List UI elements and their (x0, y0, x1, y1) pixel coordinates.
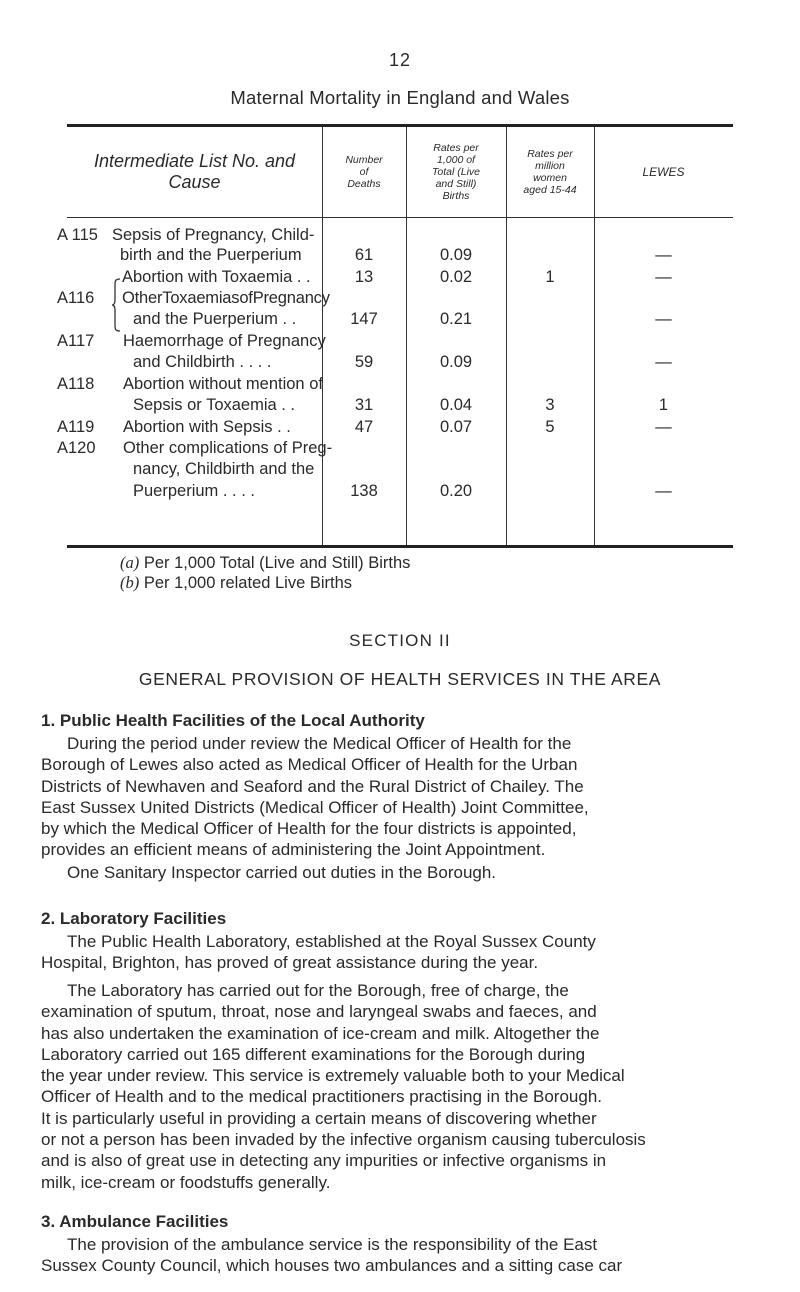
row-cause-line: Sepsis or Toxaemia . . (133, 396, 296, 414)
row-cause-line: Sepsis of Pregnancy, Child- (112, 226, 315, 244)
row-lewes: — (655, 418, 672, 436)
row-rate-births: 0.09 (439, 353, 473, 371)
row-deaths: 147 (350, 310, 378, 328)
row-rate-births: 0.21 (439, 310, 473, 328)
row-rate-births: 0.20 (439, 482, 473, 500)
subsection-title: 1. Public Health Facilities of the Local Authority (41, 711, 425, 730)
row-deaths: 138 (350, 482, 378, 500)
table-title: Maternal Mortality in England and Wales (230, 87, 570, 108)
row-cause-line: Abortion without mention of (123, 375, 323, 393)
row-deaths: 47 (354, 418, 374, 436)
row-cause-line: Abortion with Toxaemia . . (122, 268, 311, 286)
header-lewes: LEWES (642, 165, 685, 179)
row-cause-line: Other complications of Preg- (123, 439, 333, 457)
paragraph: The provision of the ambulance service is the responsibility of the East Sussex County Council, which houses two ambulances and a sitting case car (41, 1235, 623, 1276)
row-cause-line: OtherToxaemiasofPregnancy (122, 289, 330, 307)
header-rate-women: Rates per million women aged 15-44 (523, 148, 577, 196)
header-deaths: Number of Deaths (345, 154, 383, 190)
section-label: SECTION II (349, 631, 451, 650)
row-code: A 115 (57, 226, 98, 244)
row-rate-births: 0.04 (439, 396, 473, 414)
row-lewes: — (655, 268, 672, 286)
row-rate-births: 0.07 (439, 418, 473, 436)
row-lewes: 1 (658, 396, 669, 414)
row-cause-line: Haemorrhage of Pregnancy (123, 332, 326, 350)
paragraph: One Sanitary Inspector carried out duties in the Borough. (67, 863, 497, 882)
row-code: A119 (57, 418, 95, 436)
row-cause-line: Abortion with Sepsis . . (123, 418, 291, 436)
row-deaths: 59 (354, 353, 374, 371)
row-cause-line: and the Puerperium . . (133, 310, 297, 328)
row-lewes: — (655, 246, 672, 264)
section-heading: GENERAL PROVISION OF HEALTH SERVICES IN THE AREA (138, 669, 662, 689)
row-lewes: — (655, 353, 672, 371)
brace-icon (111, 278, 121, 332)
subsection-title: 3. Ambulance Facilities (41, 1212, 229, 1231)
header-cause: Intermediate List No. and Cause (93, 151, 296, 192)
subsection-title: 2. Laboratory Facilities (41, 909, 227, 928)
row-code: A117 (57, 332, 95, 350)
row-cause-line: birth and the Puerperium (120, 246, 302, 264)
row-lewes: — (655, 482, 672, 500)
maternal-mortality-table (57, 124, 733, 548)
row-deaths: 13 (354, 268, 374, 286)
row-rate-women: 3 (545, 396, 555, 414)
row-code: A120 (57, 439, 96, 457)
header-rate-births: Rates per 1,000 of Total (Live and Still) Births (431, 142, 481, 202)
table-note: (a) Per 1,000 Total (Live and Still) Births (120, 553, 411, 572)
row-code: A118 (57, 375, 95, 393)
paragraph: During the period under review the Medical Officer of Health for the Borough of Lewes also acted as Medical Officer of Health for the Urban Districts of Newhaven and Seaford and the Rural District of Chailey. The East Sussex United Districts (Medical Officer of Health) Joint Committee, by which the Medical Officer of Health for the four districts is appointed, provides an efficient means of administering the Joint Appointment. (41, 734, 589, 860)
row-cause-line: Puerperium . . . . (133, 482, 255, 500)
row-rate-births: 0.02 (439, 268, 473, 286)
table-notes (120, 553, 410, 593)
page-number: 12 (388, 50, 412, 70)
row-deaths: 61 (354, 246, 374, 264)
table-note: (b) Per 1,000 related Live Births (120, 573, 353, 592)
row-deaths: 31 (354, 396, 374, 414)
row-lewes: — (655, 310, 672, 328)
row-rate-women: 5 (545, 418, 555, 436)
row-cause-line: nancy, Childbirth and the (133, 460, 315, 478)
row-code: A116 (57, 289, 95, 307)
paragraph: The Public Health Laboratory, established at the Royal Sussex County Hospital, Brighton, has proved of great assistance during the year. (41, 932, 596, 973)
row-cause-line: and Childbirth . . . . (133, 353, 272, 371)
paragraph: The Laboratory has carried out for the Borough, free of charge, the examination of sputum, throat, nose and laryngeal swabs and faeces, and has also undertaken the examination of ice-cream and milk. Altogether the Laboratory carried out 165 different examinations for the Borough during the year under review. This service is extremely valuable both to your Medical Officer of Health and to the medical practitioners practising in the Borough. It is particularly useful in providing a certain means of discovering whether or not a person has been invaded by the infective organism causing tuberculosis and is also of great use in detecting any impurities or infective organisms in milk, ice-cream or foodstuffs generally. (41, 981, 646, 1192)
row-rate-births: 0.09 (439, 246, 473, 264)
row-rate-women: 1 (545, 268, 555, 286)
